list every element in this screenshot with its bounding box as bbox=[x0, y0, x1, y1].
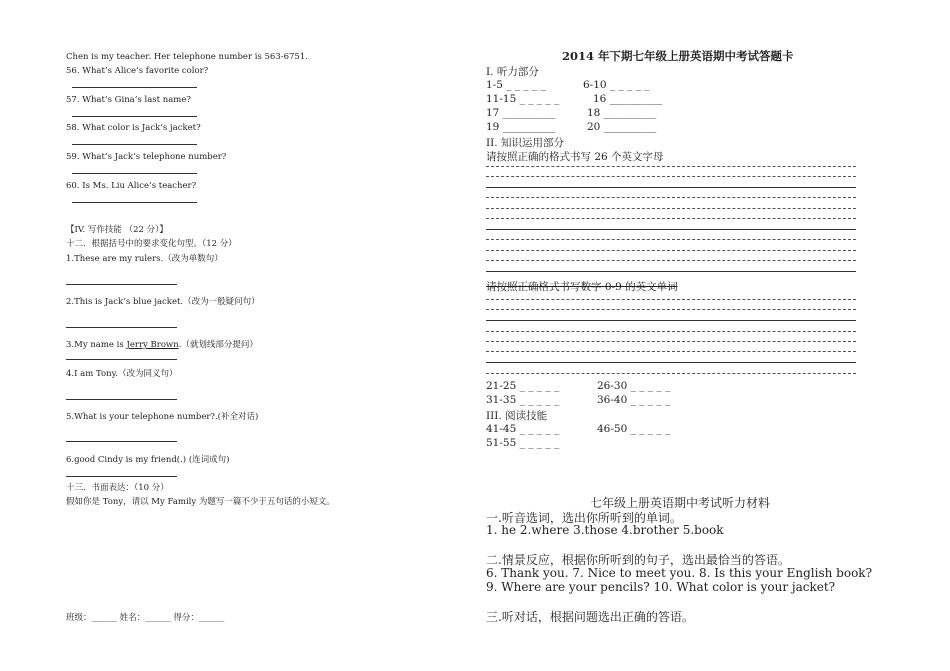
letter-guide-solid[interactable] bbox=[486, 229, 856, 230]
answer-row-11-15[interactable]: 11-15 _ _ _ _ _ bbox=[486, 93, 560, 105]
listening-section-2: 二.情景反应，根据你所听到的句子，选出最恰当的答语。 bbox=[486, 553, 790, 567]
answer-row-51-55[interactable]: 51-55 _ _ _ _ _ bbox=[486, 437, 560, 449]
question-56: 56. What’s Alice’s favorite color? bbox=[66, 66, 209, 76]
number-guide-dashed bbox=[486, 341, 856, 342]
listening-part-header: I. 听力部分 bbox=[486, 66, 539, 78]
reading-part-header: III. 阅读技能 bbox=[486, 410, 548, 422]
transform-answer-line-5[interactable] bbox=[66, 441, 177, 442]
answer-row-1-5[interactable]: 1-5 _ _ _ _ _ bbox=[486, 79, 546, 91]
transform-item-3-hint: .（就划线部分提问） bbox=[178, 340, 258, 350]
number-guide-solid[interactable] bbox=[486, 320, 856, 321]
letter-guide-dashed bbox=[486, 166, 856, 167]
answer-row-26-30[interactable]: 26-30 _ _ _ _ _ bbox=[597, 380, 671, 392]
question-57: 57. What’s Gina’s last name? bbox=[66, 95, 191, 105]
number-guide-dashed bbox=[486, 331, 856, 332]
letter-guide-dashed bbox=[486, 176, 856, 177]
number-guide-solid[interactable] bbox=[486, 362, 856, 363]
listening-section-2-sentences-a: 6. Thank you. 7. Nice to meet you. 8. Is this your English book? bbox=[486, 566, 873, 580]
transform-answer-line-3[interactable] bbox=[66, 359, 177, 360]
listening-section-1-words: 1. he 2.where 3.those 4.brother 5.book bbox=[486, 523, 724, 537]
answer-row-41-45[interactable]: 41-45 _ _ _ _ _ bbox=[486, 423, 560, 435]
answer-row-36-40[interactable]: 36-40 _ _ _ _ _ bbox=[597, 394, 671, 406]
answer-line-59[interactable] bbox=[72, 173, 197, 174]
answer-line-57[interactable] bbox=[72, 116, 197, 117]
answer-row-46-50[interactable]: 46-50 _ _ _ _ _ bbox=[597, 423, 671, 435]
transform-answer-line-6[interactable] bbox=[66, 476, 177, 477]
numbers-instruction: 请按照正确格式书写数字 0-9 的英文单词 bbox=[486, 281, 678, 293]
answer-row-21-25[interactable]: 21-25 _ _ _ _ _ bbox=[486, 380, 560, 392]
letter-guide-dashed bbox=[486, 239, 856, 240]
question-59: 59. What’s Jack’s telephone number? bbox=[66, 152, 227, 162]
transform-item-2: 2.This is Jack’s blue jacket.（改为一般疑问句） bbox=[66, 297, 260, 307]
answer-row-20[interactable]: 20 __________ bbox=[587, 121, 657, 133]
underlined-name: Jerry Brown bbox=[126, 340, 179, 350]
answer-row-18[interactable]: 18 __________ bbox=[587, 107, 657, 119]
answer-row-17[interactable]: 17 __________ bbox=[486, 107, 556, 119]
transform-item-1: 1.These are my rulers.（改为单数句） bbox=[66, 254, 223, 264]
question-58: 58. What color is Jack’s jacket? bbox=[66, 123, 201, 133]
transform-item-3 bbox=[66, 338, 258, 350]
number-guide-dashed bbox=[486, 309, 856, 310]
number-guide-dashed bbox=[486, 351, 856, 352]
letter-guide-dashed bbox=[486, 260, 856, 261]
answer-row-31-35[interactable]: 31-35 _ _ _ _ _ bbox=[486, 394, 560, 406]
transform-answer-line-4[interactable] bbox=[66, 399, 177, 400]
essay-prompt: 假如你是 Tony，请以 My Family 为题写一篇不少于五句话的小短文。 bbox=[66, 497, 335, 507]
answer-line-56[interactable] bbox=[72, 87, 197, 88]
letter-guide-solid[interactable] bbox=[486, 271, 856, 272]
answer-card-title: 2014 年下期七年级上册英语期中考试答题卡 bbox=[562, 49, 794, 63]
letter-guide-dashed bbox=[486, 208, 856, 209]
listening-section-2-sentences-b: 9. Where are your pencils? 10. What color is your jacket? bbox=[486, 580, 836, 594]
number-guide-dashed bbox=[486, 299, 856, 300]
intro-sentence: Chen is my teacher. Her telephone number is 563-6751. bbox=[66, 52, 308, 62]
answer-row-6-10[interactable]: 6-10 _ _ _ _ _ bbox=[583, 79, 650, 91]
answer-line-58[interactable] bbox=[72, 144, 197, 145]
transform-answer-line-2[interactable] bbox=[66, 327, 177, 328]
listening-section-3: 三.听对话，根据问题选出正确的答语。 bbox=[486, 610, 694, 624]
answer-row-19[interactable]: 19 __________ bbox=[486, 121, 556, 133]
letter-guide-dashed bbox=[486, 250, 856, 251]
listening-section-1: 一.听音选词，选出你所听到的单词。 bbox=[486, 511, 682, 525]
question-60: 60. Is Ms. Liu Alice’s teacher? bbox=[66, 181, 197, 191]
letter-guide-solid[interactable] bbox=[486, 187, 856, 188]
student-info-footer: 班级：______ 姓名：______ 得分：______ bbox=[66, 613, 225, 623]
writing-section-header: 【IV. 写作技能 （22 分）】 bbox=[66, 225, 168, 235]
letters-instruction: 请按照正确的格式书写 26 个英文字母 bbox=[486, 151, 664, 163]
transform-item-4: 4.I am Tony.（改为同义句） bbox=[66, 369, 178, 379]
answer-row-16[interactable]: 16 __________ bbox=[593, 93, 663, 105]
transform-item-3-text: 3.My name is bbox=[66, 340, 127, 350]
essay-section-header: 十三．书面表达：（10 分） bbox=[66, 483, 169, 493]
letter-guide-dashed bbox=[486, 197, 856, 198]
transform-item-6: 6.good Cindy is my friend(.) (连词成句) bbox=[66, 455, 230, 465]
listening-material-title: 七年级上册英语期中考试听力材料 bbox=[590, 496, 771, 510]
transform-section-header: 十二．根据括号中的要求变化句型。（12 分） bbox=[66, 239, 237, 249]
knowledge-part-header: II. 知识运用部分 bbox=[486, 137, 564, 149]
letter-guide-dashed bbox=[486, 218, 856, 219]
number-guide-dashed bbox=[486, 373, 856, 374]
answer-line-60[interactable] bbox=[72, 202, 197, 203]
transform-answer-line-1[interactable] bbox=[66, 284, 177, 285]
transform-item-5: 5.What is your telephone number?.(补全对话) bbox=[66, 412, 259, 422]
